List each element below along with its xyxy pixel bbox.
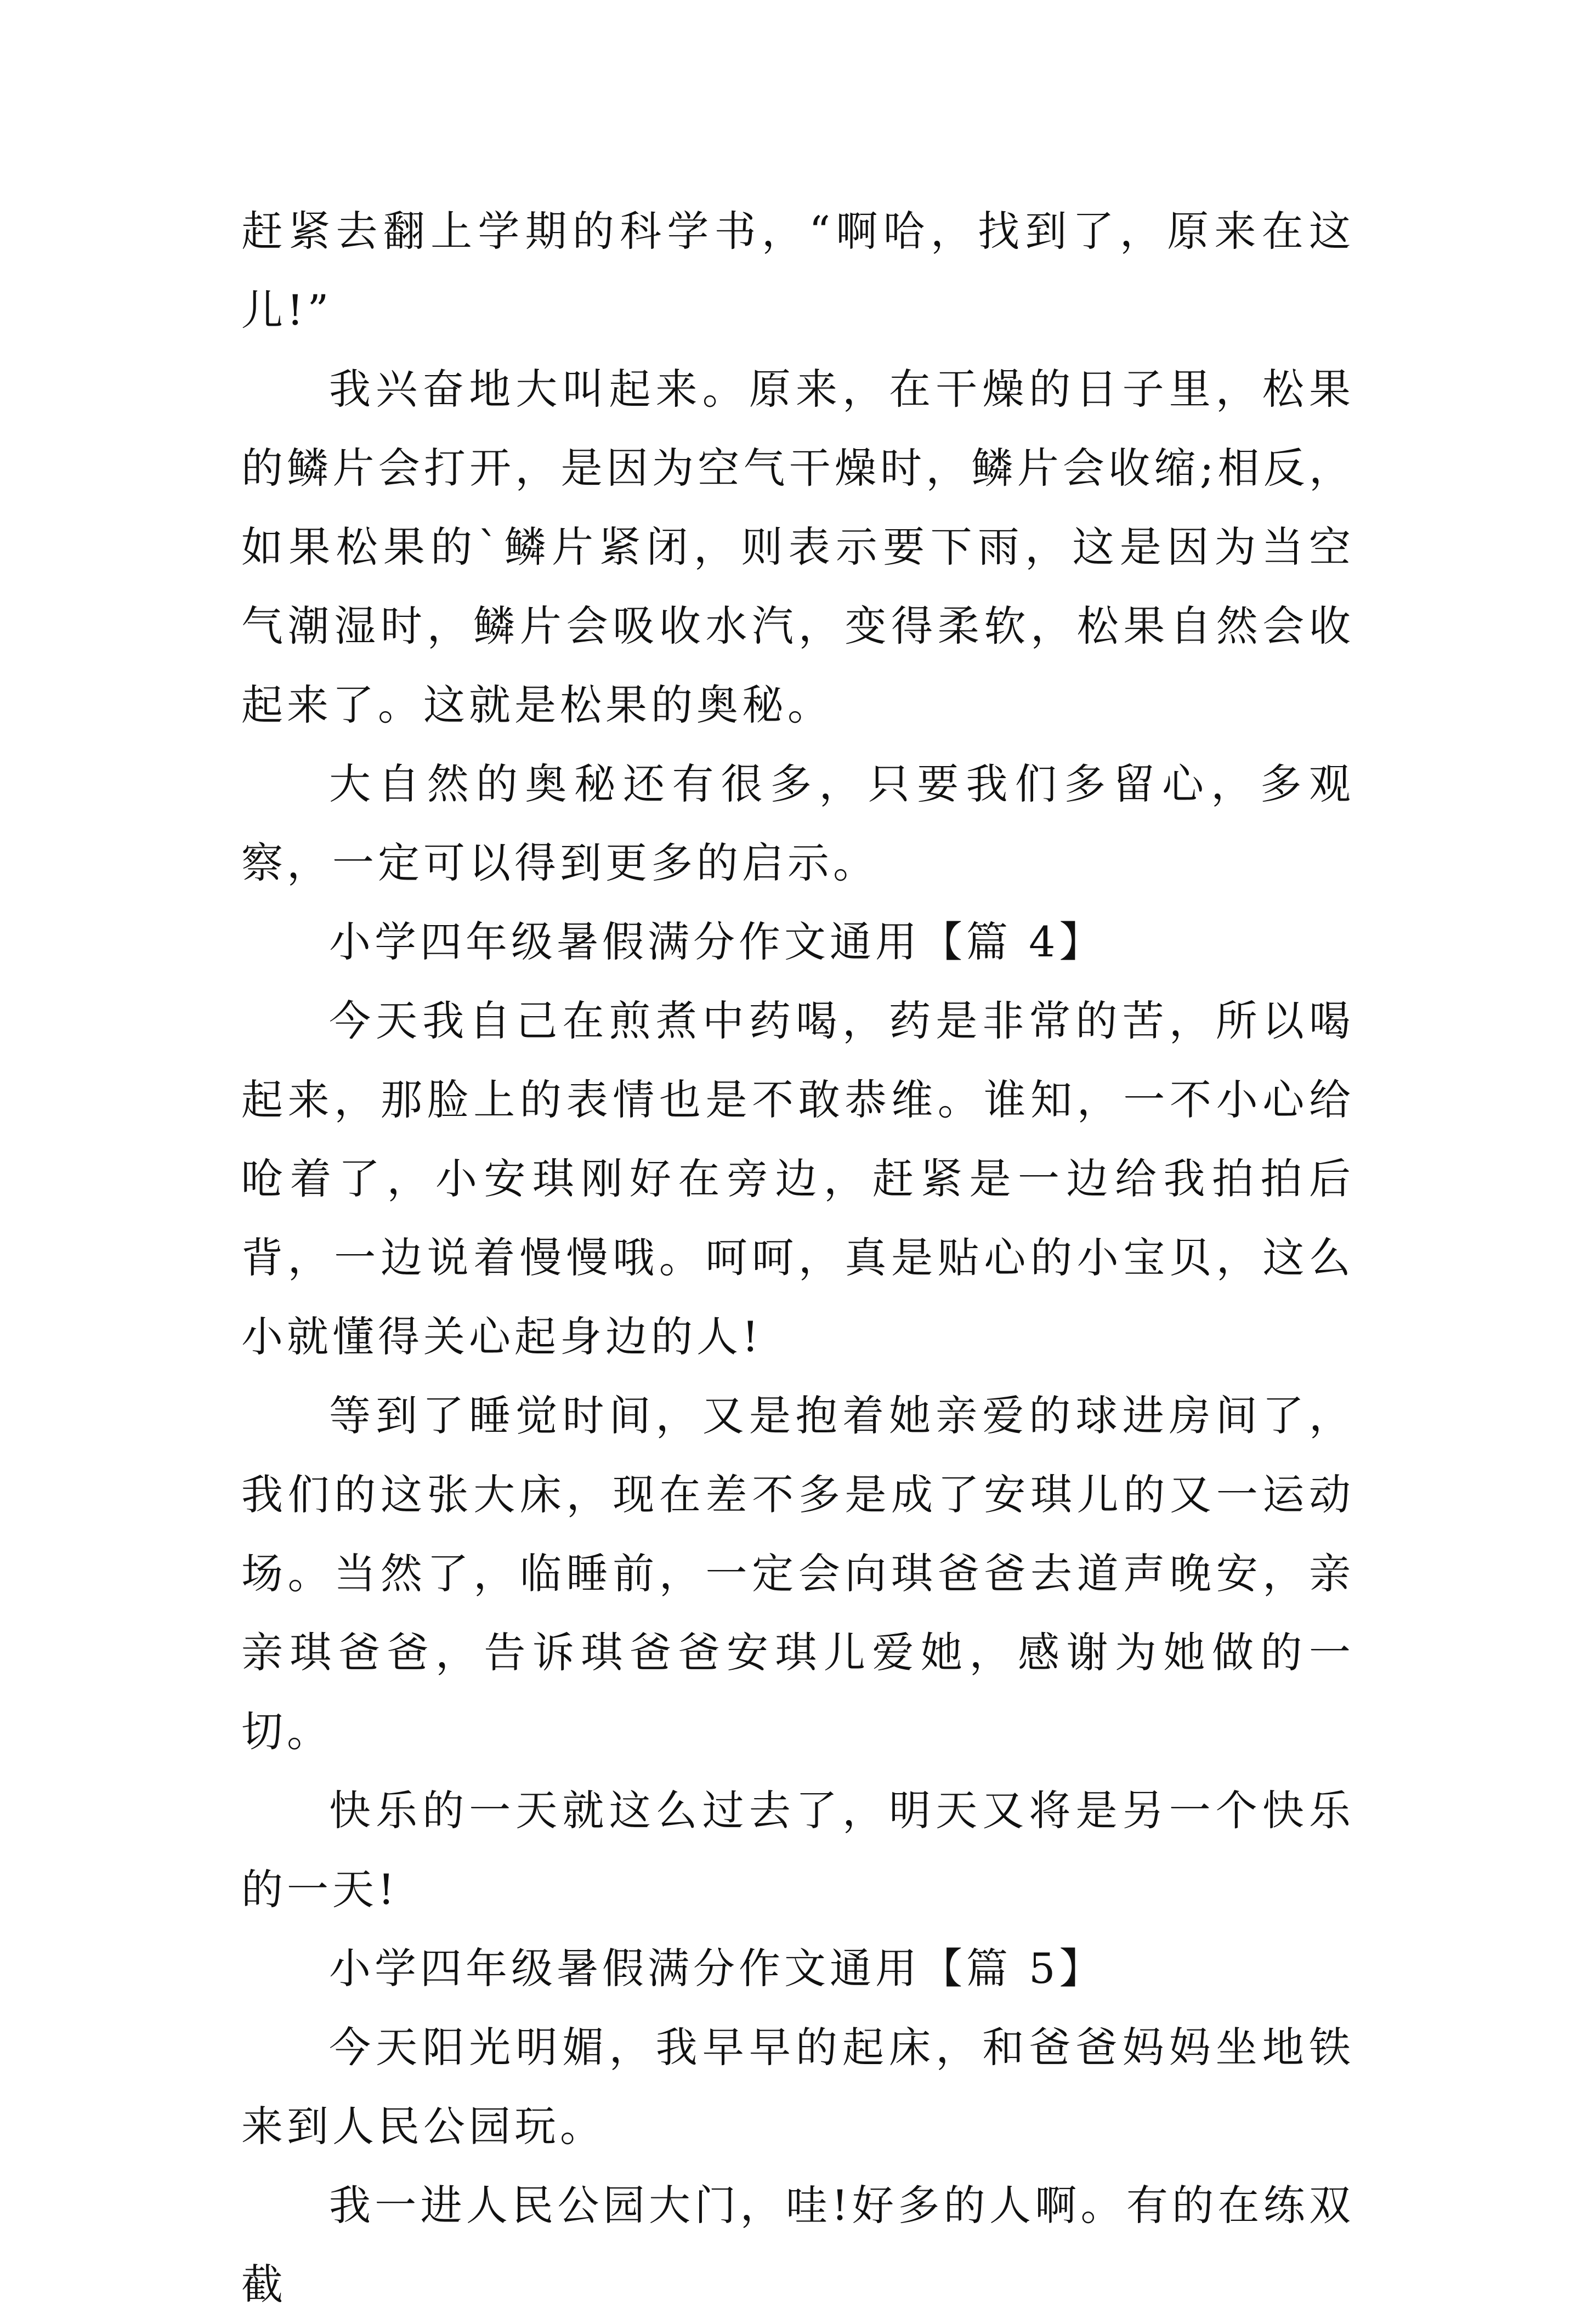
paragraph: 我一进人民公园大门，哇!好多的人啊。有的在练双截 xyxy=(241,2181,1354,2309)
section-heading: 小学四年级暑假满分作文通用【篇 4】 xyxy=(329,917,1105,966)
paragraph: 等到了睡觉时间，又是抱着她亲爱的球进房间了，我们的这张大床，现在差不多是成了安琪儿的又一运动场。当然了，临睡前，一定会向琪爸爸去道声晚安，亲亲琪爸爸，告诉琪爸爸安琪儿爱她，感谢为她做的一切。 xyxy=(241,1391,1354,1756)
paragraph: 今天我自己在煎煮中药喝，药是非常的苦，所以喝起来，那脸上的表情也是不敢恭维。谁知，一不小心给呛着了，小安琪刚好在旁边，赶紧是一边给我拍拍后背，一边说着慢慢哦。呵呵，真是贴心的小宝贝，这么小就懂得关心起身边的人! xyxy=(241,996,1354,1361)
paragraph: 大自然的奥秘还有很多，只要我们多留心，多观察，一定可以得到更多的启示。 xyxy=(241,759,1354,887)
document-body xyxy=(241,192,1354,2324)
section-heading: 小学四年级暑假满分作文通用【篇 5】 xyxy=(329,1944,1105,1993)
paragraph: 快乐的一天就这么过去了，明天又将是另一个快乐的一天! xyxy=(241,1786,1354,1914)
paragraph-continuation: 赶紧去翻上学期的科学书，“啊哈，找到了，原来在这儿!” xyxy=(241,207,1354,335)
paragraph: 今天阳光明媚，我早早的起床，和爸爸妈妈坐地铁来到人民公园玩。 xyxy=(241,2023,1354,2151)
paragraph: 我兴奋地大叫起来。原来，在干燥的日子里，松果的鳞片会打开，是因为空气干燥时，鳞片会收缩;相反，如果松果的`鳞片紧闭，则表示要下雨，这是因为当空气潮湿时，鳞片会吸收水汽，变得柔软，松果自然会收起来了。这就是松果的奥秘。 xyxy=(241,365,1354,729)
